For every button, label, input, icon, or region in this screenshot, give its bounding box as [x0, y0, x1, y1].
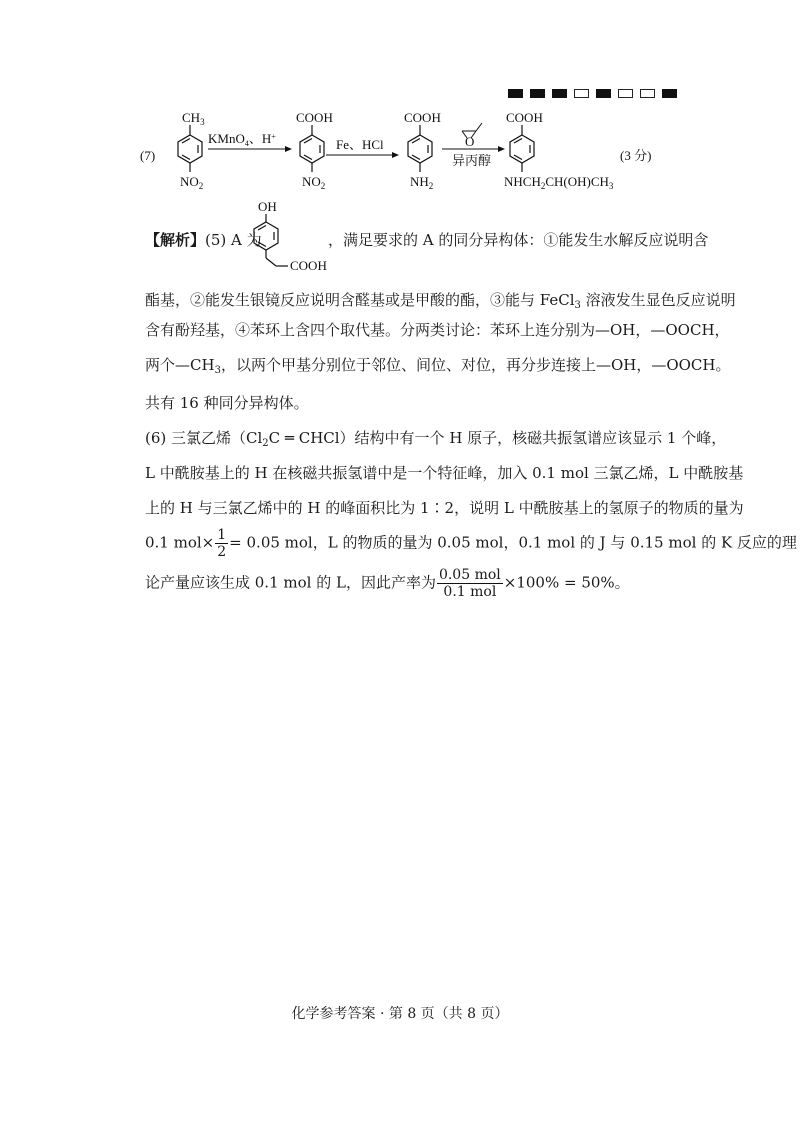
- reagent-3-solvent: 异丙醇: [452, 153, 492, 168]
- marker-hollow: [618, 89, 633, 98]
- analysis-line-7: L 中酰胺基上的 H 在核磁共振氢谱中是一个特征峰，加入 0.1 mol 三氯乙烯，L 中酰胺基: [145, 464, 744, 482]
- marker-filled: [508, 89, 523, 98]
- molecule-p-aminobenzoic-acid: [408, 125, 432, 172]
- mol1-top-label: $CH_3$: [182, 110, 205, 127]
- reagent-1: KMnO$_4$、H+: [208, 131, 276, 148]
- page-footer: 化学参考答案 · 第 8 页（共 8 页）: [291, 1006, 509, 1022]
- analysis-line-1b: ，满足要求的 A 的同分异构体：①能发生水解反应说明含: [328, 231, 709, 249]
- analysis-label: 【解析】: [145, 231, 206, 249]
- mol1-bottom-label: $NO_2$: [180, 174, 204, 191]
- fraction-one-half: $\frac{1}{2}$: [217, 527, 227, 560]
- arrowhead-2: [392, 152, 399, 158]
- marker-hollow: [574, 89, 589, 98]
- marker-filled: [552, 89, 567, 98]
- analysis-line-5: 共有 16 种同分异构体。: [145, 394, 309, 412]
- structure-A-cooh: COOH: [290, 258, 327, 273]
- marker-hollow: [640, 89, 655, 98]
- p5-intro: (5) A 为: [205, 231, 262, 249]
- molecule-product: [510, 125, 534, 172]
- molecule-p-nitrotoluene: [178, 125, 202, 172]
- q7-score: (3 分): [620, 148, 652, 163]
- analysis-line-9: 0.1 mol× $\frac{1}{2}$ = 0.05 mol，L 的物质的量为 0.05 mol，0.1 mol 的 J 与 0.15 mol 的 K 反应的理: [145, 527, 797, 560]
- marker-filled: [662, 89, 677, 98]
- analysis-line-8: 上的 H 与三氯乙烯中的 H 的峰面积比为 1∶2，说明 L 中酰胺基上的氢原子的物质的量为: [145, 499, 744, 517]
- arrowhead-3: [498, 146, 505, 152]
- mol2-top-label: COOH: [296, 110, 333, 125]
- marker-filled: [530, 89, 545, 98]
- arrowhead-1: [285, 146, 292, 152]
- reaction-scheme-q7: [130, 105, 690, 205]
- mol4-bottom-label: $NHCH_2CH(OH)CH_3$: [504, 174, 614, 191]
- analysis-line-10: 论产量应该生成 0.1 mol 的 L，因此产率为 $\frac{\text{0.05 mol}}{\text{0.1 mol}}$ ×100% = 50%。: [145, 567, 630, 600]
- page-markers: [508, 89, 677, 98]
- q7-number: (7): [140, 148, 156, 163]
- analysis-line-4: 两个$—CH_3$，以两个甲基分别位于邻位、间位、对位，再分步连接上—OH，—OOCH。: [145, 356, 731, 376]
- reagent-2: Fe、HCl: [336, 137, 384, 152]
- analysis-line-6: (6) 三氯乙烯（$Cl_2C$ ═ CHCl）结构中有一个 H 原子，核磁共振氢谱应该显示 1 个峰，: [145, 429, 727, 449]
- analysis-line-3: 含有酚羟基，④苯环上含四个取代基。分两类讨论：苯环上连分别为—OH，—OOCH，: [145, 321, 730, 339]
- structure-A: [240, 198, 340, 280]
- fraction-yield: $\frac{\text{0.05 mol}}{\text{0.1 mol}}$: [438, 567, 501, 600]
- mol4-top-label: COOH: [506, 110, 543, 125]
- structure-A-oh: OH: [258, 199, 277, 214]
- mol3-top-label: COOH: [404, 110, 441, 125]
- epoxide-o-label: O: [465, 134, 475, 149]
- marker-filled: [596, 89, 611, 98]
- mol2-bottom-label: $NO_2$: [302, 174, 326, 191]
- mol3-bottom-label: $NH_2$: [410, 174, 434, 191]
- analysis-line-2: 酯基，②能发生银镜反应说明含醛基或是甲酸的酯，③能与 FeCl$_3$ 溶液发生显色反应说明: [145, 291, 736, 311]
- molecule-p-nitrobenzoic-acid: [300, 125, 324, 172]
